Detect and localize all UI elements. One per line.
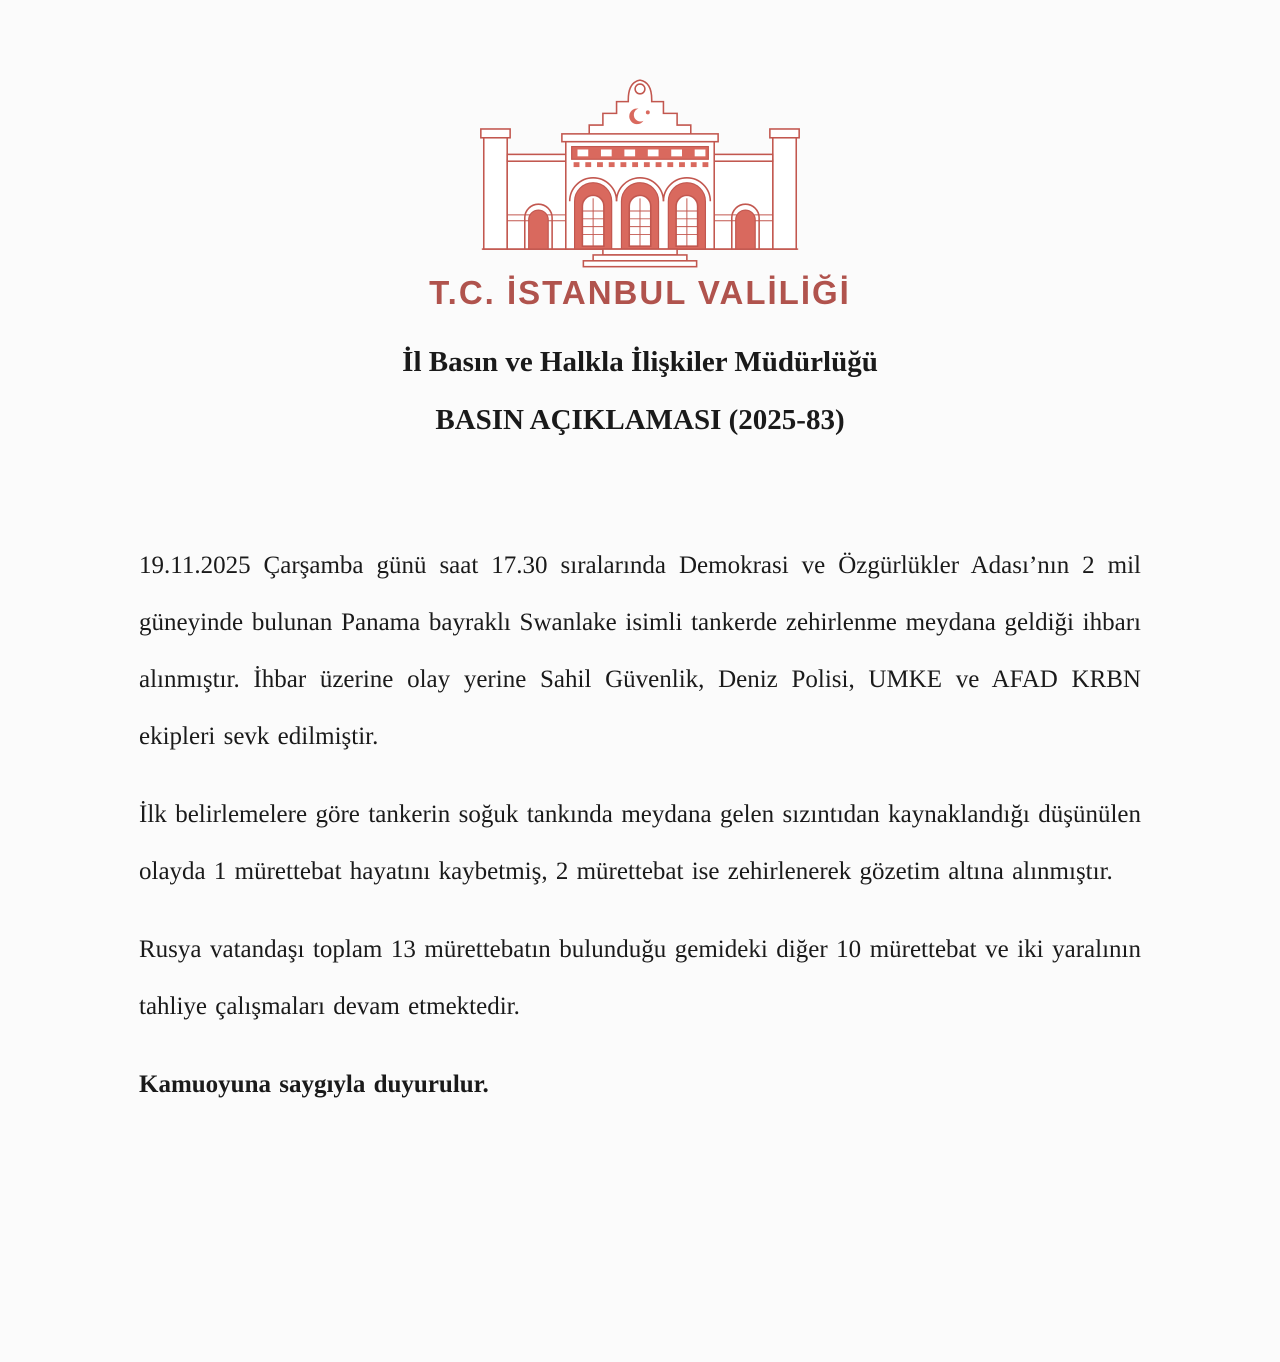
document-body <box>139 537 1141 1113</box>
paragraph-incident: 19.11.2025 Çarşamba günü saat 17.30 sıralarında Demokrasi ve Özgürlükler Adası’nın 2 mil güneyinde bulunan Panama bayraklı Swanlake isimli tankerde zehirlenme meydana geldiği ihbarı alınmıştır. İhbar üzerine olay yerine Sahil Güvenlik, Deniz Polisi, UMKE ve AFAD KRBN ekipleri sevk edilmiştir. <box>139 552 1141 750</box>
closing-line: Kamuoyuna saygıyla duyurulur. <box>139 1071 489 1098</box>
istanbul-governorship-building-icon <box>474 72 806 268</box>
paragraph-evacuation: Rusya vatandaşı toplam 13 mürettebatın bulunduğu gemideki diğer 10 mürettebat ve iki yaralının tahliye çalışmaları devam etmektedir. <box>139 936 1141 1020</box>
paragraph-casualties: İlk belirlemelere göre tankerin soğuk tankında meydana gelen sızıntıdan kaynaklandığı düşünülen olayda 1 mürettebat hayatını kaybetmiş, 2 mürettebat ise zehirlenerek gözetim altına alınmıştır. <box>139 801 1141 885</box>
logo-block <box>0 0 1280 312</box>
press-release-title: BASIN AÇIKLAMASI (2025-83) <box>435 404 845 436</box>
department-heading: İl Basın ve Halkla İlişkiler Müdürlüğü <box>402 346 878 378</box>
logo-title: T.C. İSTANBUL VALİLİĞİ <box>429 274 851 311</box>
